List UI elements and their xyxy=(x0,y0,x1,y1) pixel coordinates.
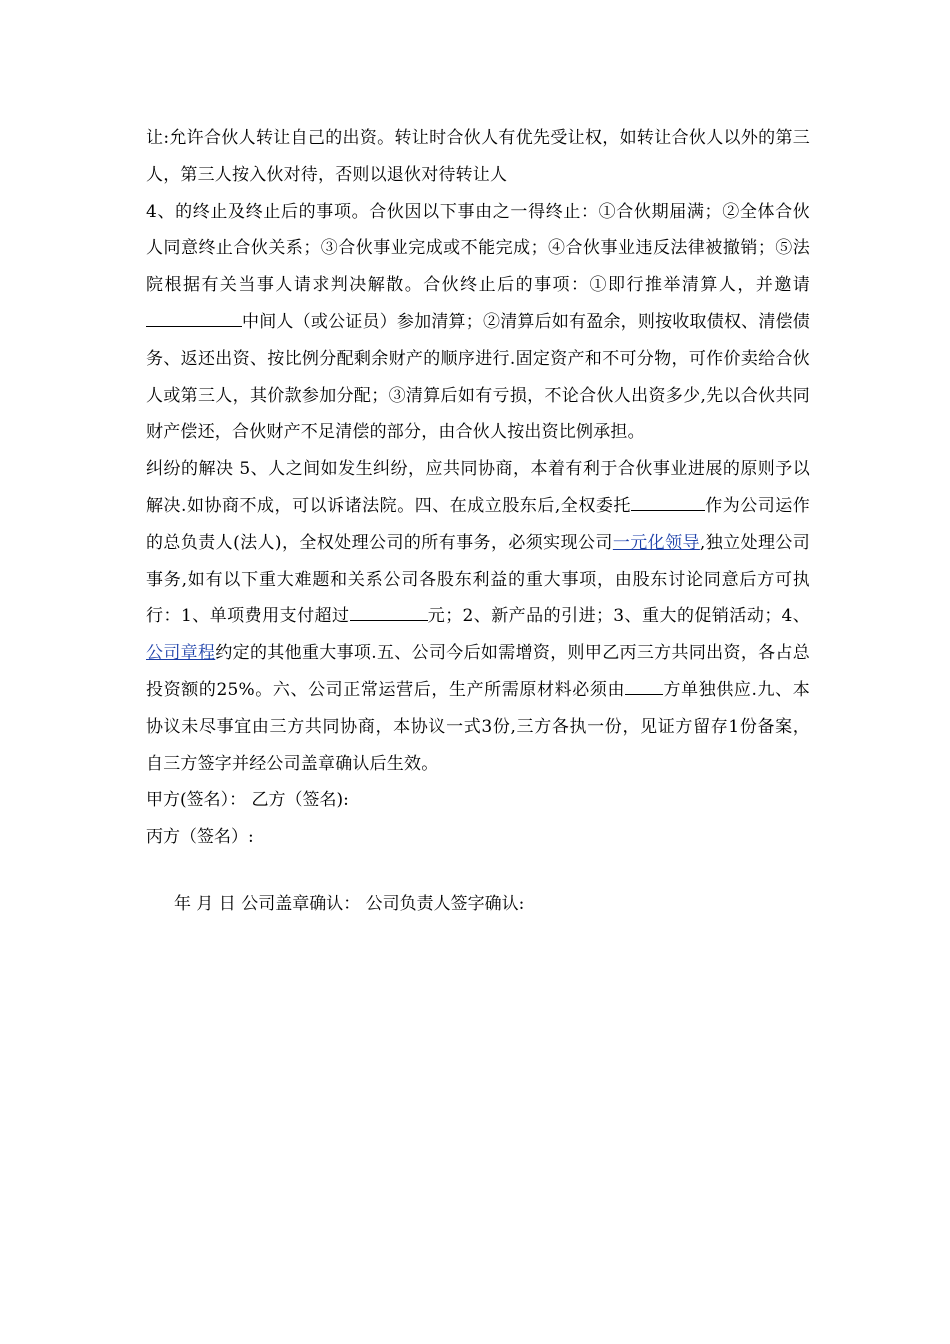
signature-line-parties: 甲方(签名）： 乙方（签名): xyxy=(146,790,349,811)
paragraph-dispute xyxy=(146,451,810,782)
termination-text-a: 4、的终止及终止后的事项。合伙因以下事由之一得终止：①合伙期届满；②全体合伙人同意终止合伙关系；③合伙事业完成或不能完成；④合伙事业违反法律被撤销；⑤法院根据有关当事人请求判决解散。合伙终止后的事项：①即行推举清算人，并邀请 xyxy=(146,201,810,296)
signature-line-party-c: 丙方（签名）: xyxy=(146,827,254,848)
date-seal-line: 年 月 日 公司盖章确认： 公司负责人签字确认: xyxy=(174,893,525,914)
dispute-text-c: ,独立处理公司事务,如有以下重大难题和关系公司各股东利益的重大事项，由股东讨论同意后方可执行：1、单项费用支付超过 xyxy=(146,532,811,627)
paragraph-termination xyxy=(146,194,810,452)
dispute-text-d: 元；2、新产品的引进；3、重大的促销活动；4、 xyxy=(427,606,811,627)
dispute-text-b: 作为公司运作的总负责人(法人)，全权处理公司的所有事务，必须实现公司 xyxy=(146,495,811,553)
termination-text-b: 中间人（或公证员）参加清算；②清算后如有盈余，则按收取债权、清偿债务、返还出资、按比例分配剩余财产的顺序进行.固定资产和不可分物，可作价卖给合伙人或第三人，其价款参加分配；③清算后如有亏损，不论合伙人出资多少,先以合伙共同财产偿还，合伙财产不足清偿的部分，由合伙人按出资比例承担。 xyxy=(146,311,810,443)
dispute-text-f: 方单独供应.九、本协议未尽事宜由三方共同协商，本协议一式3份,三方各执一份，见证方留存1份备案，自三方签字并经公司盖章确认后生效。 xyxy=(146,679,810,774)
dispute-text-a: 纠纷的解决 5、人之间如发生纠纷，应共同协商，本着有利于合伙事业进展的原则予以解决.如协商不成，可以诉诸法院。四、在成立股东后,全权委托 xyxy=(146,459,810,516)
blank-field-intermediary[interactable] xyxy=(146,308,242,327)
link-unified-leadership[interactable]: 一元化领导 xyxy=(612,532,700,553)
link-company-charter[interactable]: 公司章程 xyxy=(146,643,216,664)
paragraph-transfer-text: 让:允许合伙人转让自己的出资。转让时合伙人有优先受让权，如转让合伙人以外的第三人，第三人按入伙对待，否则以退伙对待转让人 xyxy=(146,128,810,185)
blank-field-entrust-1[interactable] xyxy=(631,492,687,511)
blank-field-entrust-2[interactable] xyxy=(687,492,705,511)
blank-field-amount[interactable] xyxy=(350,602,428,621)
dispute-text-e: 约定的其他重大事项.五、公司今后如需增资，则甲乙丙三方共同出资，各占总投资额的25%。六、公司正常运营后，生产所需原材料必须由 xyxy=(146,643,810,700)
paragraph-transfer xyxy=(146,120,810,194)
document-page xyxy=(146,120,810,923)
blank-field-supplier[interactable] xyxy=(625,676,663,695)
